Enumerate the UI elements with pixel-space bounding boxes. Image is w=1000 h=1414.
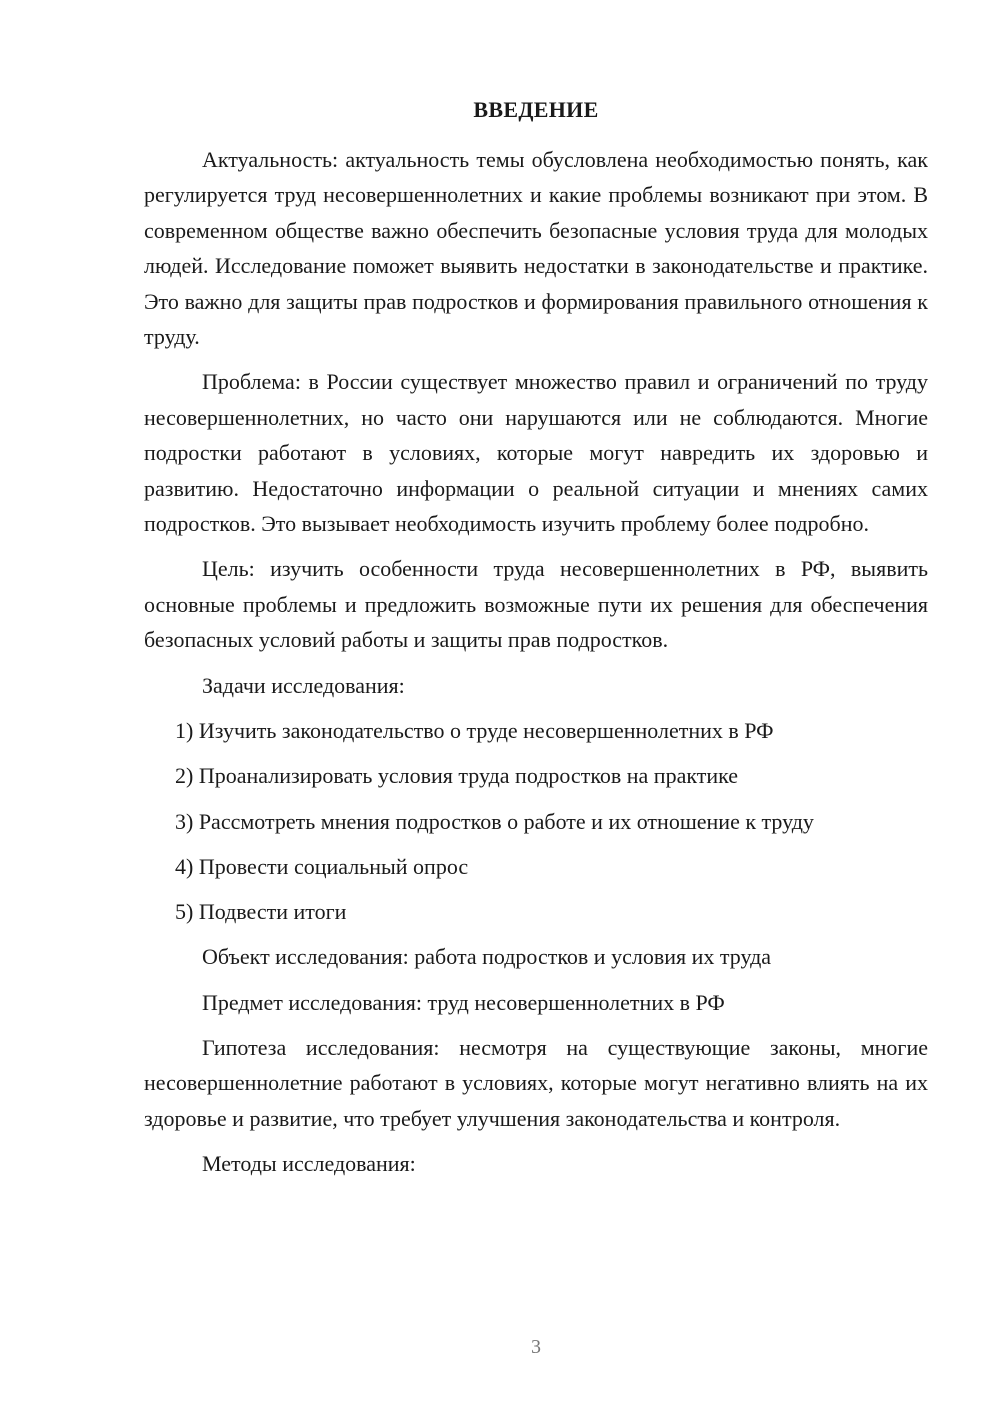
methods-heading: Методы исследования: — [202, 1151, 416, 1177]
paragraph-subject: Предмет исследования: труд несовершеннолетних в РФ — [202, 989, 725, 1015]
task-item: 4) Провести социальный опрос — [175, 853, 469, 879]
paragraph-relevance: Актуальность: актуальность темы обусловлена необходимостью понять, как регулируется труд несовершеннолетних и какие проблемы возникают при этом. В современном обществе важно обеспечить безопасные условия труда для молодых людей. Исследование поможет выявить недостатки в законодательстве и практике. Это важно для защиты прав подростков и формирования правильного отношения к труду. — [144, 147, 928, 350]
tasks-heading: Задачи исследования: — [202, 672, 405, 698]
task-item: 1) Изучить законодательство о труде несовершеннолетних в РФ — [175, 717, 774, 743]
paragraph-problem: Проблема: в России существует множество правил и ограничений по труду несовершеннолетних, но часто они нарушаются или не соблюдаются. Многие подростки работают в условиях, которые могут навредить их здоровью и развитию. Недостаточно информации о реальной ситуации и мнениях самих подростков. Это вызывает необходимость изучить проблему более подробно. — [144, 369, 928, 537]
page-number: 3 — [531, 1336, 541, 1358]
document-body — [144, 142, 928, 1192]
task-item: 5) Подвести итоги — [175, 899, 347, 925]
paragraph-object: Объект исследования: работа подростков и условия их труда — [202, 944, 772, 970]
task-item: 2) Проанализировать условия труда подростков на практике — [175, 763, 739, 789]
paragraph-hypothesis: Гипотеза исследования: несмотря на существующие законы, многие несовершеннолетние работают в условиях, которые могут негативно влиять на их здоровье и развитие, что требует улучшения законодательства и контроля. — [144, 1035, 928, 1131]
paragraph-goal: Цель: изучить особенности труда несовершеннолетних в РФ, выявить основные проблемы и предложить возможные пути их решения для обеспечения безопасных условий работы и защиты прав подростков. — [144, 556, 928, 653]
task-item: 3) Рассмотреть мнения подростков о работе и их отношение к труду — [175, 808, 814, 834]
page-title: ВВЕДЕНИЕ — [473, 97, 599, 122]
